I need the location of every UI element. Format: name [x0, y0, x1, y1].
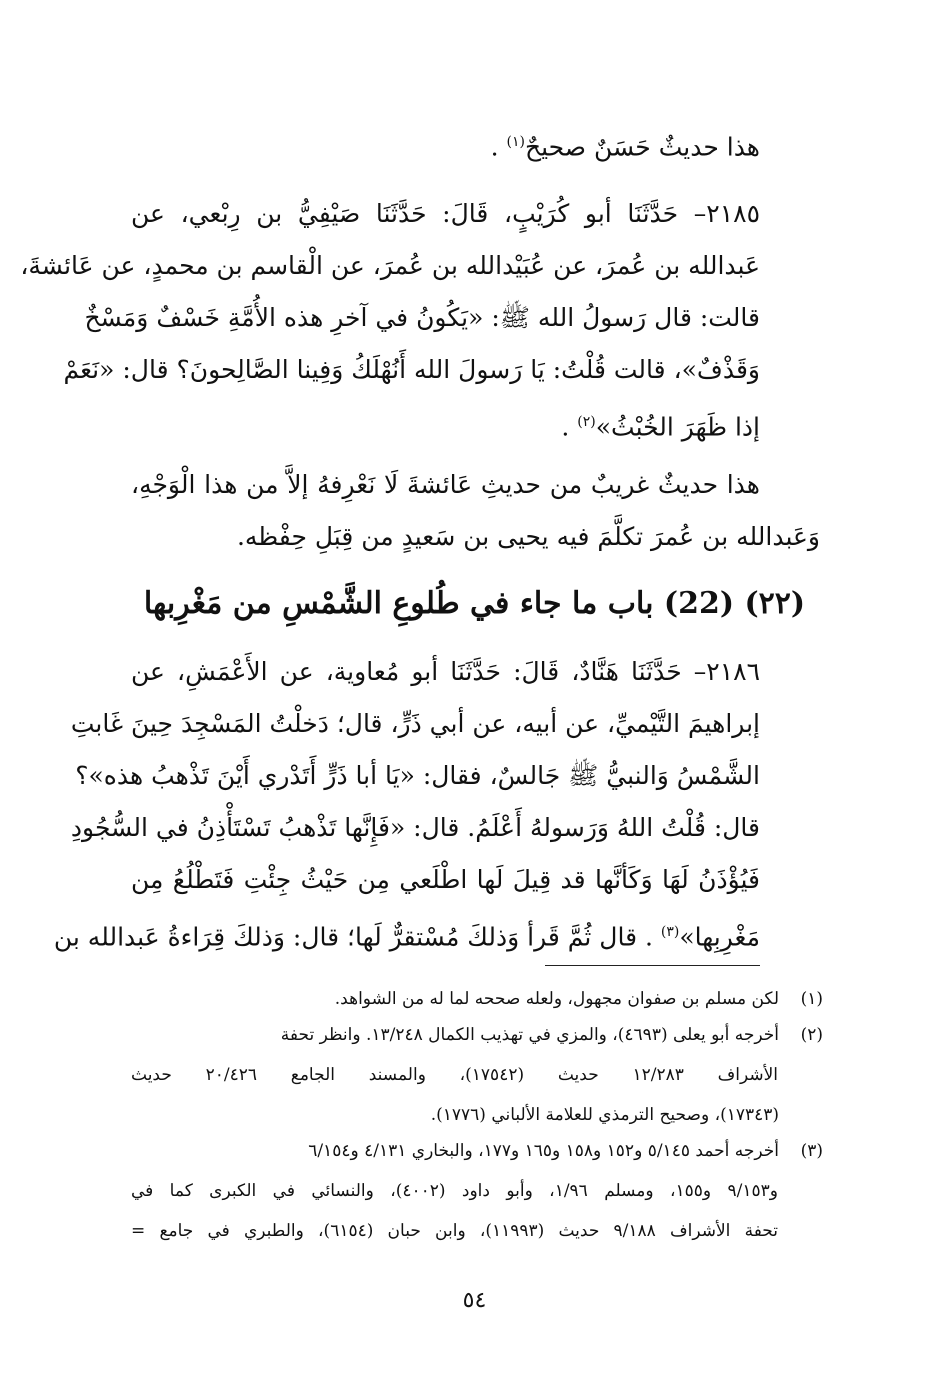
hadith-2185-line-1: ٢١٨٥– حَدَّثَنَا أبو كُرَيْبٍ، قَالَ: حَدَّثَنَا صَيْفِيُّ بن رِبْعي، عن: [131, 199, 760, 228]
text: هذا حديثٌ حَسَنٌ صحيحٌ: [524, 132, 760, 162]
footnote-1-line-1: لكن مسلم بن صفوان مجهول، ولعله صححه لما له من الشواهد.: [334, 989, 779, 1009]
text: .: [561, 412, 578, 442]
hadith-grade-line: [491, 122, 760, 167]
footnote-2-line-1: أخرجه أبو يعلى (٤٦٩٣)، والمزي في تهذيب الكمال ١٣/٢٤٨. وانظر تحفة: [280, 1025, 779, 1045]
text: . قال ثُمَّ قَرأ وَذلكَ مُسْتقرٌّ لَها؛ قال: وَذلكَ قِرَاءةُ عَبدالله بن: [53, 922, 661, 952]
hadith-2186-line-2: إبراهيمَ التَّيْميِّ، عن أبيه، عن أبي ذَرٍّ، قال؛ دَخلْتُ المَسْجِدَ حِينَ غَابتِ: [70, 709, 760, 738]
page-number: ٥٤: [462, 1288, 487, 1313]
hadith-2185-line-5: [561, 402, 760, 447]
footnote-3-number: (٣): [800, 1141, 823, 1161]
hadith-2186-line-3: الشَّمْسُ وَالنبيُّ ﷺ جَالسٌ، فقال: «يَا أبا ذَرٍّ أَتَدْري أَيْنَ تَذْهبُ هذه»؟: [75, 761, 760, 790]
footnote-3-line-1: أخرجه أحمد ٥/١٤٥ و١٥٢ و١٥٨ و١٦٥ و١٧٧، والبخاري ٤/١٣١ و٦/١٥٤: [308, 1141, 779, 1161]
hadith-2186-line-6: [53, 912, 760, 957]
hadith-2186-line-5: فَيُؤْذَنُ لَهَا وَكَأنَّها قد قِيلَ لَها اطْلَعي مِن حَيْثُ جِئْتِ فَتَطْلُعُ مِن: [131, 865, 760, 894]
footnote-ref: (١): [506, 134, 525, 150]
commentary-line-1: هذا حديثٌ غريبٌ من حديثِ عَائشةَ لَا نَعْرِفهُ إلاَّ من هذا الْوَجْهِ،: [131, 470, 760, 499]
hadith-2186-line-4: قال: قُلْتُ اللهُ وَرَسولهُ أَعْلَمُ. قال: «فَإِنَّها تَذْهبُ تَسْتَأْذِنُ في السُّجُودِ: [70, 813, 760, 842]
footnote-2-line-3: (١٧٣٤٣)، وصحيح الترمذي للعلامة الألباني (١٧٧٦).: [430, 1105, 779, 1125]
text: .: [490, 132, 507, 162]
commentary-line-2: وَعَبدالله بن عُمرَ تكلَّمَ فيه يحيى بن سَعيدٍ من قِبَلِ حِفْظه.: [236, 522, 820, 551]
footnote-ref: (٣): [660, 924, 680, 940]
footnote-3-line-2: و٩/١٥٣ و١٥٥، ومسلم ١/٩٦، وأبو داود (٤٠٠٢)، والنسائي في الكبرى كما في: [131, 1181, 778, 1201]
footnote-separator: [545, 965, 760, 966]
footnote-1-number: (١): [800, 989, 823, 1009]
text: مَغْرِبِها»: [679, 922, 760, 952]
hadith-2185-line-3: قالت: قال رَسولُ الله ﷺ: «يَكُونُ في آخرِ هذه الأُمَّةِ خَسْفٌ وَمَسْخٌ: [84, 303, 760, 332]
hadith-2186-line-1: ٢١٨٦– حَدَّثَنَا هَنَّادٌ، قَالَ: حَدَّثَنَا أبو مُعاوية، عن الأَعْمَشِ، عن: [131, 657, 760, 686]
chapter-heading: (٢٢) (22) باب ما جاء في طُلوعِ الشَّمْسِ من مَغْرِبها: [143, 586, 806, 621]
footnote-2-number: (٢): [800, 1025, 823, 1045]
footnote-2-line-2: الأشراف ١٢/٢٨٣ حديث (١٧٥٤٢)، والمسند الجامع ٢٠/٤٢٦ حديث: [131, 1065, 779, 1085]
hadith-2185-line-2: عَبدالله بن عُمرَ، عن عُبَيْدالله بن عُمرَ، عن الْقاسم بن محمدٍ، عن عَائشةَ،: [20, 251, 760, 280]
footnote-3-line-3: تحفة الأشراف ٩/١٨٨ حديث (١١٩٩٣)، وابن حبان (٦١٥٤)، والطبري في جامع =: [131, 1221, 779, 1241]
hadith-2185-line-4: وَقَذْفٌ»، قالت قُلْتُ: يَا رَسولَ الله أَنُهْلَكُ وَفِينا الصَّالِحونَ؟ قال: «نَعَمْ: [63, 355, 760, 384]
text: إذا ظَهَرَ الخُبْثُ»: [595, 412, 760, 442]
footnote-ref: (٢): [577, 414, 596, 430]
